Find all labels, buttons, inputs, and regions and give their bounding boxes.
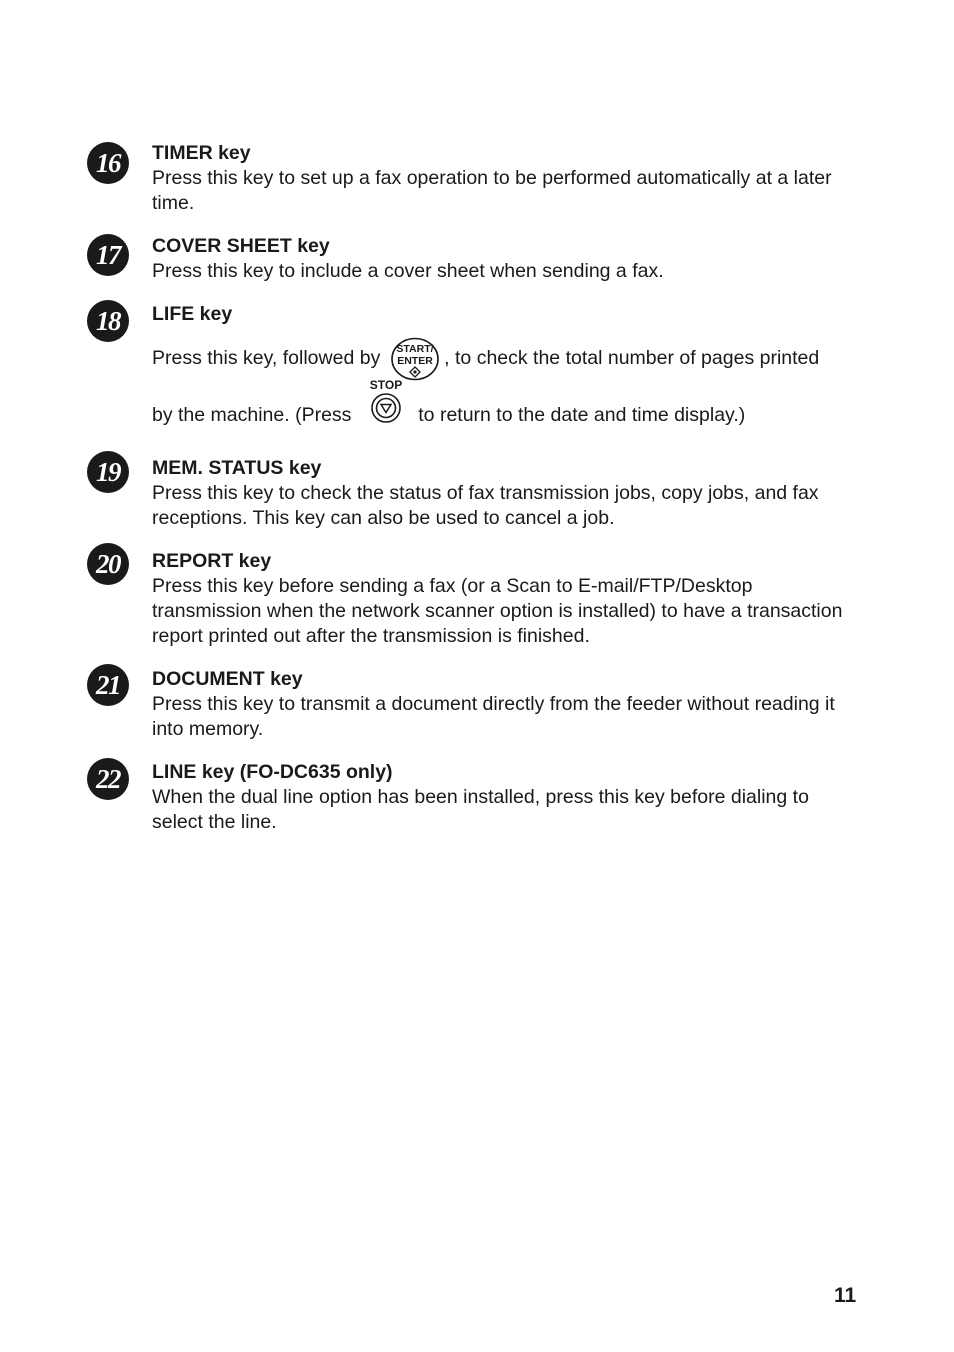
item-text	[152, 549, 852, 649]
item-number-badge: 18	[87, 300, 129, 342]
item-title: REPORT key	[152, 550, 272, 572]
item-description: Press this key to set up a fax operation to be performed automatically at a later time.	[152, 167, 832, 214]
item-title: COVER SHEET key	[152, 235, 330, 257]
item-number-badge: 22	[87, 758, 129, 800]
life-description-line-1	[152, 343, 820, 372]
item-number-badge: 16	[87, 142, 129, 184]
item-title: DOCUMENT key	[152, 668, 303, 690]
enter-key-label: ENTER	[396, 355, 433, 367]
item-description: Press this key to include a cover sheet when sending a fax.	[152, 260, 664, 282]
item-number-badge: 21	[87, 664, 129, 706]
item-text	[152, 141, 852, 216]
life-description-part-a: Press this key, followed by	[152, 347, 381, 370]
item-description: Press this key before sending a fax (or a Scan to E-mail/FTP/Desktop transmission when the network scanner option is installed) to have a transaction report printed out after the transmission is finished.	[152, 575, 843, 647]
item-number-badge: 19	[87, 451, 129, 493]
item-description: Press this key to transmit a document directly from the feeder without reading it into memory.	[152, 693, 835, 740]
stop-key-label: STOP	[369, 378, 403, 392]
item-title: LIFE key	[152, 303, 233, 325]
life-description-part-d: to return to the date and time display.)	[418, 404, 746, 426]
start-enter-key-icon	[390, 336, 442, 382]
life-description-part-c: by the machine. (Press	[152, 404, 352, 426]
stop-key-icon	[363, 377, 409, 425]
item-description: Press this key to check the status of fax transmission jobs, copy jobs, and fax receptions. This key can also be used to cancel a job.	[152, 482, 819, 529]
item-title: TIMER key	[152, 142, 251, 164]
item-text	[152, 302, 852, 327]
item-text	[152, 667, 852, 742]
life-description-part-b: , to check the total number of pages printed	[444, 347, 820, 370]
item-title: LINE key (FO-DC635 only)	[152, 761, 393, 783]
item-text	[152, 234, 852, 284]
start-key-label: START/	[396, 343, 434, 355]
item-text	[152, 456, 852, 531]
item-number-badge: 20	[87, 543, 129, 585]
item-title: MEM. STATUS key	[152, 457, 322, 479]
item-description: When the dual line option has been installed, press this key before dialing to select the line.	[152, 786, 809, 833]
item-number-badge: 17	[87, 234, 129, 276]
life-description-line-2	[152, 378, 746, 428]
page-number: 11	[834, 1284, 857, 1307]
item-text	[152, 760, 852, 835]
